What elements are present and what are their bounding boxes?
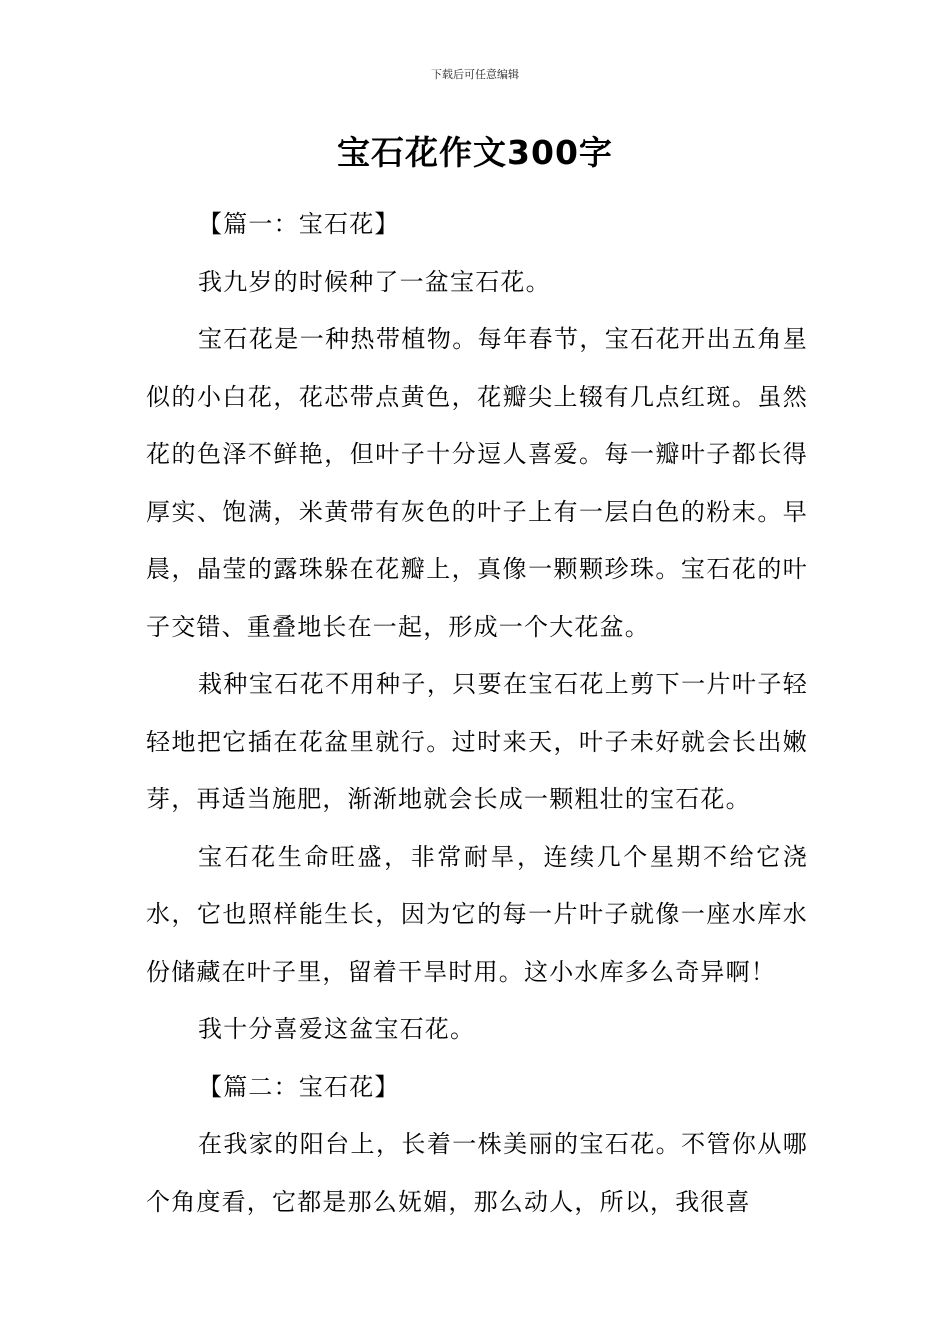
document-body	[146, 196, 808, 1231]
section-heading-2: 【篇二：宝石花】	[198, 1072, 400, 1101]
paragraph: 宝石花生命旺盛，非常耐旱，连续几个星期不给它浇水，它也照样能生长，因为它的每一片叶子就像一座水库水份储藏在叶子里，留着干旱时用。这小水库多么奇异啊！	[146, 842, 808, 986]
document-title: 宝石花作文300字	[337, 133, 613, 172]
paragraph: 栽种宝石花不用种子，只要在宝石花上剪下一片叶子轻轻地把它插在花盆里就行。过时来天，叶子未好就会长出嫩芽，再适当施肥，渐渐地就会长成一颗粗壮的宝石花。	[146, 670, 808, 813]
paragraph: 在我家的阳台上，长着一株美丽的宝石花。不管你从哪个角度看，它都是那么妩媚，那么动人，所以，我很喜	[146, 1130, 808, 1216]
paragraph: 我九岁的时候种了一盆宝石花。	[198, 267, 551, 296]
paragraph: 宝石花是一种热带植物。每年春节，宝石花开出五角星似的小白花，花芯带点黄色，花瓣尖上辍有几点红斑。虽然花的色泽不鲜艳，但叶子十分逗人喜爱。每一瓣叶子都长得厚实、饱满，米黄带有灰色的叶子上有一层白色的粉末。早晨，晶莹的露珠躲在花瓣上，真像一颗颗珍珠。宝石花的叶子交错、重叠地长在一起，形成一个大花盆。	[146, 325, 808, 641]
section-heading-1: 【篇一：宝石花】	[198, 210, 400, 238]
paragraph: 我十分喜爱这盆宝石花。	[198, 1015, 476, 1043]
header-note: 下载后可任意编辑	[431, 68, 519, 81]
